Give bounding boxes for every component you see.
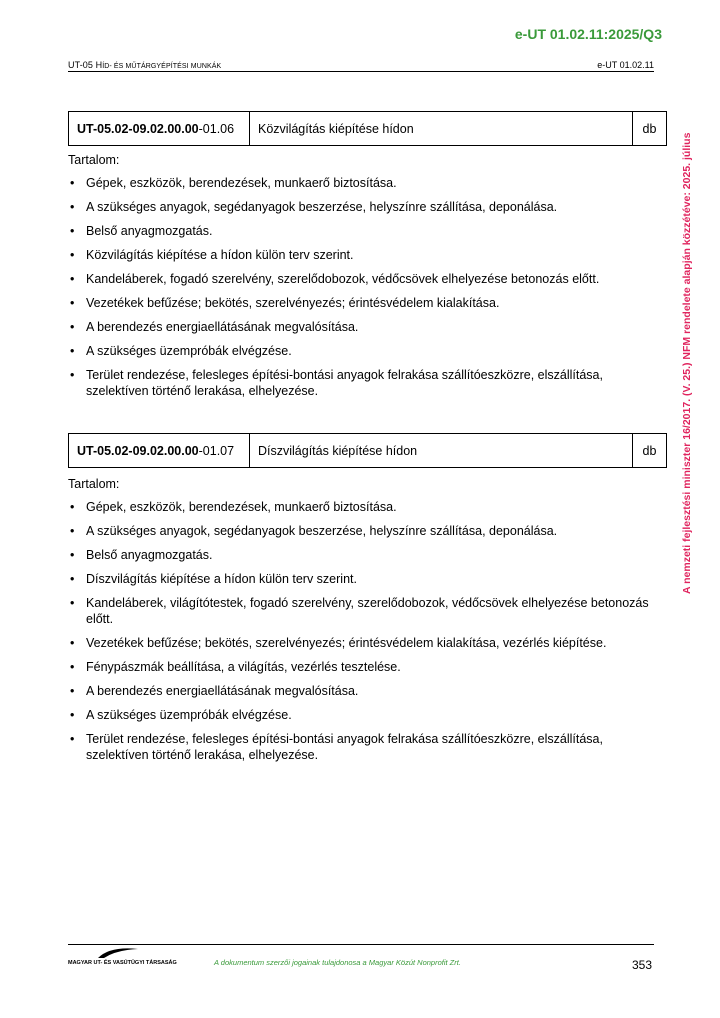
list-item: • A szükséges anyagok, segédanyagok beszerzése, helyszínre szállítása, deponálása. <box>70 524 558 538</box>
logo-text: MAGYAR UT- ÉS VASÚTÜGYI TÁRSASÁG <box>68 960 177 966</box>
item-content <box>68 153 658 407</box>
list-item: • Terület rendezése, felesleges építési-bontási anyagok felrakása szállítóeszközre, elszállítása, szelektíven történő lerakása, elhelyezése. <box>70 732 603 762</box>
list-item: • Vezetékek befűzése; bekötés, szerelvényezés; érintésvédelem kialakítása, vezérlés kiépítése. <box>70 636 607 650</box>
list-item: • A szükséges anyagok, segédanyagok beszerzése, helyszínre szállítása, deponálása. <box>70 200 558 214</box>
company-logo <box>68 944 188 970</box>
item-title: Díszvilágítás kiépítése hídon <box>250 434 633 467</box>
list-item: • Vezetékek befűzése; bekötés, szerelvényezés; érintésvédelem kialakítása. <box>70 296 500 310</box>
content-list <box>68 175 658 399</box>
item-title: Közvilágítás kiépítése hídon <box>250 112 633 145</box>
content-label: Tartalom: <box>68 477 120 491</box>
chapter-title <box>68 60 221 70</box>
list-item: • Belső anyagmozgatás. <box>70 224 213 238</box>
list-item: • Közvilágítás kiépítése a hídon külön terv szerint. <box>70 248 354 262</box>
list-item: • Terület rendezése, felesleges építési-bontási anyagok felrakása szállítóeszközre, elszállítása, szelektíven történő lerakása, elhelyezése. <box>70 368 603 398</box>
item-code-main: UT-05.02-09.02.00.00 <box>77 443 199 458</box>
item-unit: db <box>642 443 657 458</box>
list-item: • Fénypászmák beállítása, a világítás, vezérlés tesztelése. <box>70 660 401 674</box>
item-unit: db <box>642 121 657 136</box>
item-code-suffix: -01.07 <box>198 443 235 458</box>
header-divider <box>68 71 654 72</box>
list-item: • Kandeláberek, fogadó szerelvény, szerelődobozok, védőcsövek elhelyezése betonozás előtt. <box>70 272 600 286</box>
list-item: • Kandeláberek, világítótestek, fogadó szerelvény, szerelődobozok, védőcsövek elhelyezése betonozás előtt. <box>70 596 649 626</box>
item-code <box>69 112 250 145</box>
side-publication-note: A nemzeti fejlesztési miniszter 16/2017. (V. 25.) NFM rendelete alapján közzétéve: 2025. július <box>681 132 693 594</box>
copyright-note: A dokumentum szerzői jogainak tulajdonosa a Magyar Közút Nonprofit Zrt. <box>214 958 461 967</box>
list-item: • A szükséges üzempróbák elvégzése. <box>70 344 292 358</box>
page-number: 353 <box>631 958 652 972</box>
chapter-title-text: UT-05 HÍD- ÉS MŰTÁRGYÉPÍTÉSI MUNKÁK <box>68 60 222 70</box>
list-item: • Gépek, eszközök, berendezések, munkaerő biztosítása. <box>70 500 397 514</box>
header-ref: e-UT 01.02.11 <box>597 60 654 70</box>
item-header-table <box>68 433 667 468</box>
list-item: • A szükséges üzempróbák elvégzése. <box>70 708 292 722</box>
item-content <box>68 477 658 771</box>
item-code-main: UT-05.02-09.02.00.00 <box>77 121 199 136</box>
list-item: • Belső anyagmozgatás. <box>70 548 213 562</box>
list-item: • Díszvilágítás kiépítése a hídon külön terv szerint. <box>70 572 357 586</box>
list-item: • Gépek, eszközök, berendezések, munkaerő biztosítása. <box>70 176 397 190</box>
content-label: Tartalom: <box>68 153 120 167</box>
item-header-table <box>68 111 667 146</box>
document-code: e-UT 01.02.11:2025/Q3 <box>514 26 662 42</box>
content-list <box>68 499 658 763</box>
item-code <box>69 434 250 467</box>
item-code-suffix: -01.06 <box>198 121 235 136</box>
logo-swoosh-icon <box>96 946 140 960</box>
list-item: • A berendezés energiaellátásának megvalósítása. <box>70 320 359 334</box>
list-item: • A berendezés energiaellátásának megvalósítása. <box>70 684 359 698</box>
